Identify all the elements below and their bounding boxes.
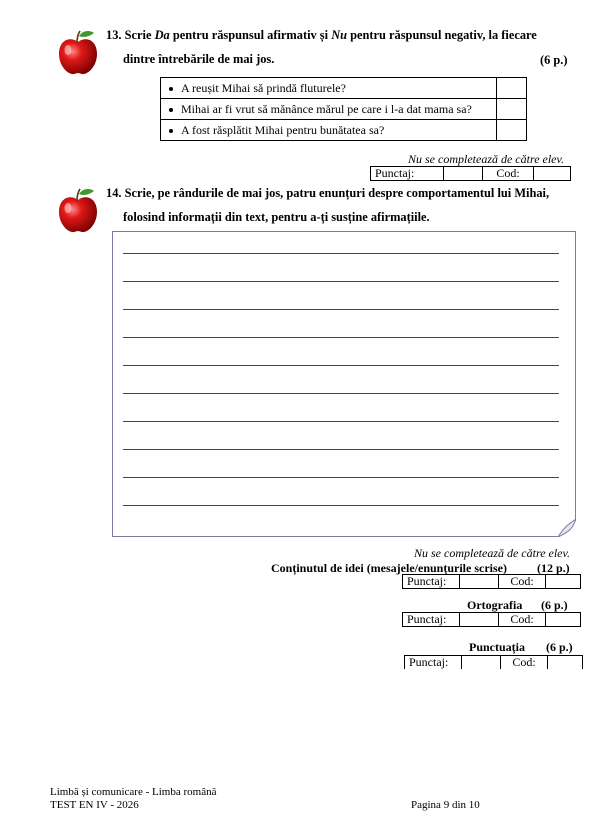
punctaj-cell	[460, 575, 499, 589]
punctaj-cell	[460, 613, 499, 627]
table-row: A reușit Mihai să prindă fluturele?	[161, 78, 527, 99]
content-points: (12 p.)	[537, 561, 570, 575]
score-table-ortografia: Punctaj: Cod:	[402, 612, 581, 627]
apple-icon	[56, 186, 100, 234]
punctuatia-points: (6 p.)	[546, 640, 573, 654]
yes-no-table	[160, 77, 527, 141]
ortografia-points: (6 p.)	[541, 598, 568, 612]
punctaj-cell	[462, 656, 501, 670]
answer-cell[interactable]	[497, 99, 527, 120]
score-table-content: Punctaj: Cod:	[402, 574, 581, 589]
footer-subject: Limbă și comunicare - Limba română	[50, 786, 217, 798]
teacher-note: Nu se completează de către elev.	[408, 152, 564, 166]
punctaj-cell	[444, 167, 483, 181]
cod-cell	[534, 167, 571, 181]
page-number: Pagina 9 din 10	[411, 799, 480, 811]
answer-cell[interactable]	[497, 78, 527, 99]
question-13-text: 13. Scrie Da pentru răspunsul afirmativ și Nu pentru răspunsul negativ, la fiecare dintre întrebările de mai jos.	[106, 28, 537, 66]
table-row: Mihai ar fi vrut să mănânce mărul pe care i l-a dat mama sa?	[161, 99, 527, 120]
cod-cell	[546, 575, 581, 589]
teacher-note: Nu se completează de către elev.	[414, 546, 570, 560]
ortografia-label: Ortografia	[467, 598, 523, 612]
score-table-punctuatia: Punctaj: Cod:	[404, 655, 583, 669]
answer-cell[interactable]	[497, 120, 527, 141]
score-table-13: Punctaj: Cod:	[370, 166, 571, 181]
question-13-points: (6 p.)	[540, 53, 568, 67]
punctuatia-label: Punctuația	[469, 640, 526, 654]
table-row: A fost răsplătit Mihai pentru bunătatea sa?	[161, 120, 527, 141]
apple-icon	[56, 28, 100, 76]
content-label: Conținutul de idei (mesajele/enunțurile scrise)	[271, 561, 507, 575]
page-curl-icon	[558, 519, 576, 537]
cod-cell	[548, 656, 583, 670]
question-14-text: 14. Scrie, pe rândurile de mai jos, patru enunțuri despre comportamentul lui Mihai, folosind informații din text, pentru a-ți susține afirmațiile.	[106, 186, 550, 224]
cod-cell	[546, 613, 581, 627]
footer-test: TEST EN IV - 2026	[50, 799, 139, 811]
answer-area[interactable]	[112, 231, 576, 537]
